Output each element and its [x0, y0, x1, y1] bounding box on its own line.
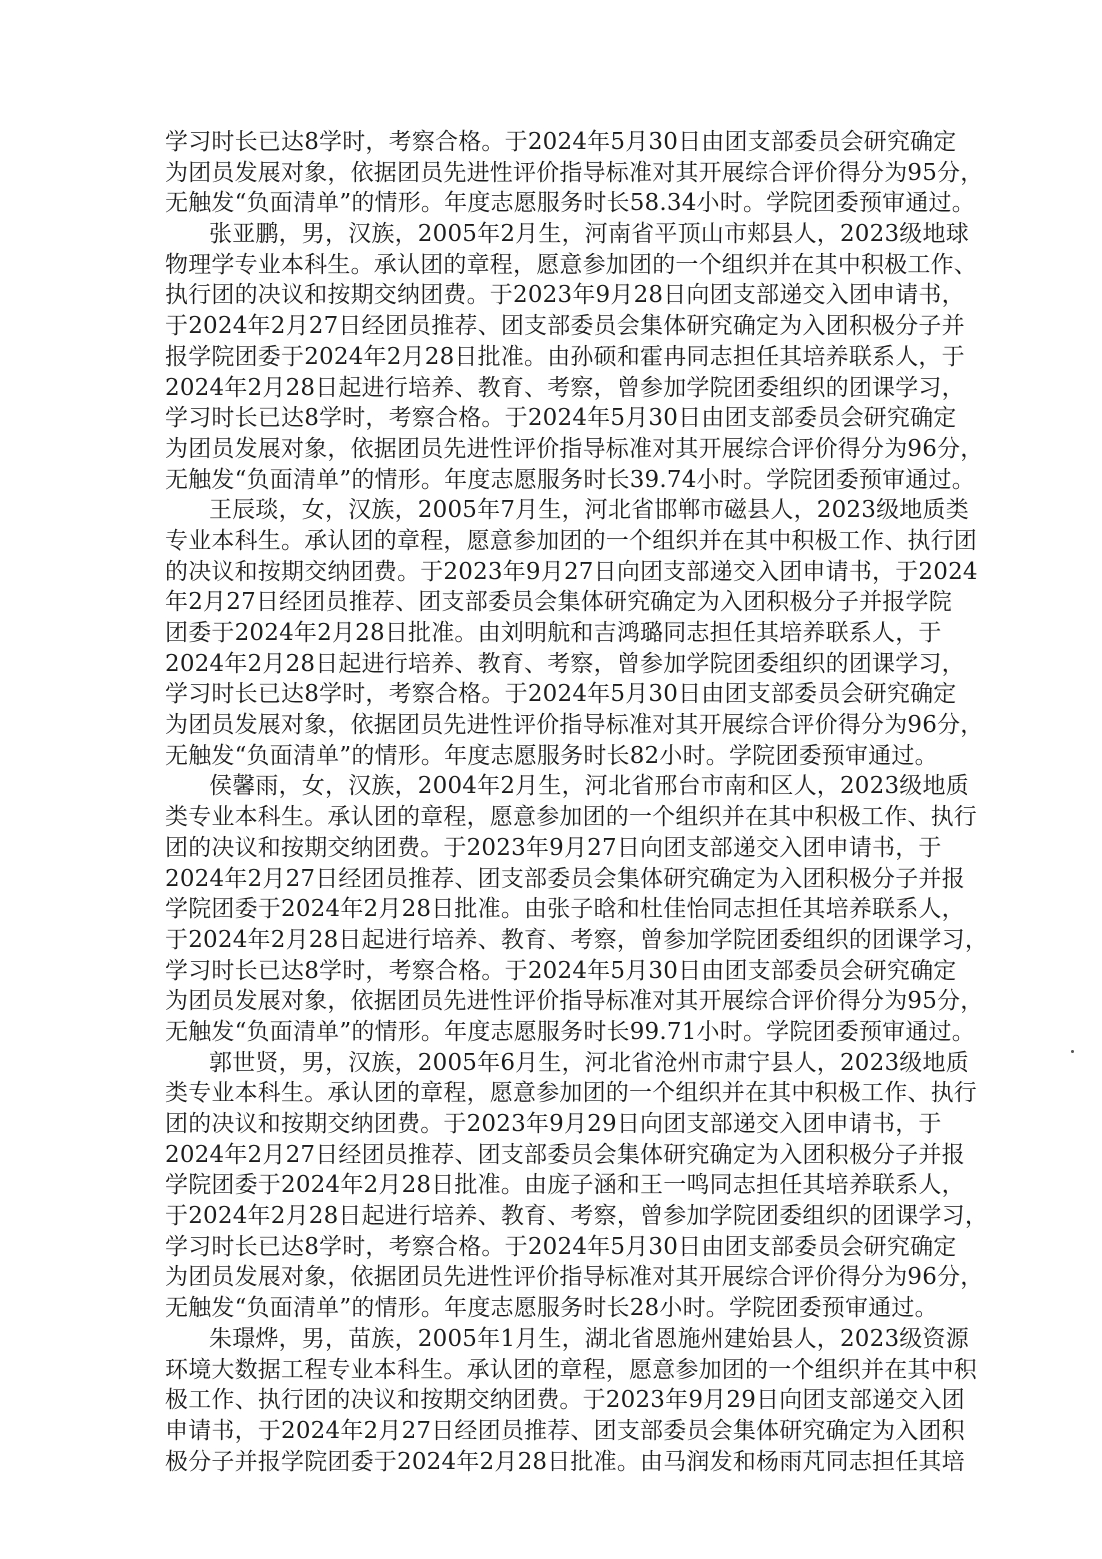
text-line: 类专业本科生。承认团的章程，愿意参加团的一个组织并在其中积极工作、执行: [165, 804, 977, 831]
text-line: 极工作、执行团的决议和按期交纳团费。于2023年9月29日向团支部递交入团: [165, 1387, 965, 1414]
text-line: 年2月27日经团员推荐、团支部委员会集体研究确定为入团积极分子并报学院: [165, 589, 952, 616]
text-line: 郭世贤，男，汉族，2005年6月生，河北省沧州市肃宁县人，2023级地质: [209, 1049, 969, 1076]
text-line: 极分子并报学院团委于2024年2月28日批准。由马润发和杨雨芃同志担任其培: [165, 1448, 965, 1475]
text-line: 于2024年2月27日经团员推荐、团支部委员会集体研究确定为入团积极分子并: [165, 313, 965, 340]
text-line: 2024年2月28日起进行培养、教育、考察，曾参加学院团委组织的团课学习，: [165, 650, 965, 677]
text-line: 学习时长已达8学时，考察合格。于2024年5月30日由团支部委员会研究确定: [165, 1233, 957, 1260]
text-line: 为团员发展对象，依据团员先进性评价指导标准对其开展综合评价得分为96分，: [165, 1264, 984, 1291]
text-line: 于2024年2月28日起进行培养、教育、考察，曾参加学院团委组织的团课学习，: [165, 1203, 989, 1230]
text-line: 申请书，于2024年2月27日经团员推荐、团支部委员会集体研究确定为入团积: [165, 1417, 965, 1444]
text-line: 2024年2月27日经团员推荐、团支部委员会集体研究确定为入团积极分子并报: [165, 865, 965, 892]
text-line: 专业本科生。承认团的章程，愿意参加团的一个组织并在其中积极工作、执行团: [165, 527, 977, 554]
text-line: 学习时长已达8学时，考察合格。于2024年5月30日由团支部委员会研究确定: [165, 405, 957, 432]
text-line: 为团员发展对象，依据团员先进性评价指导标准对其开展综合评价得分为95分，: [165, 988, 984, 1015]
text-line: 王辰琰，女，汉族，2005年7月生，河北省邯郸市磁县人，2023级地质类: [209, 497, 969, 524]
paragraph-zhang-yapeng: [165, 219, 984, 495]
text-line: 物理学专业本科生。承认团的章程，愿意参加团的一个组织并在其中积极工作、: [165, 251, 977, 278]
text-line: 于2024年2月28日起进行培养、教育、考察，曾参加学院团委组织的团课学习，: [165, 926, 989, 953]
text-line: 执行团的决议和按期交纳团费。于2023年9月28日向团支部递交入团申请书，: [165, 282, 965, 309]
text-line: 学院团委于2024年2月28日批准。由张子晗和杜佳怡同志担任其培养联系人，: [165, 896, 965, 923]
text-line: 的决议和按期交纳团费。于2023年9月27日向团支部递交入团申请书，于2024: [165, 558, 978, 585]
text-line: 团的决议和按期交纳团费。于2023年9月27日向团支部递交入团申请书，于: [165, 834, 942, 861]
text-line: 学院团委于2024年2月28日批准。由庞子涵和王一鸣同志担任其培养联系人，: [165, 1172, 965, 1199]
text-line: 环境大数据工程专业本科生。承认团的章程，愿意参加团的一个组织并在其中积: [165, 1356, 977, 1383]
text-line: 2024年2月27日经团员推荐、团支部委员会集体研究确定为入团积极分子并报: [165, 1141, 965, 1168]
paragraph-hou-xinyu: [165, 771, 989, 1047]
text-line: 无触发“负面清单”的情形。年度志愿服务时长39.74小时。学院团委预审通过。: [165, 466, 975, 493]
text-line: 为团员发展对象，依据团员先进性评价指导标准对其开展综合评价得分为95分，: [165, 159, 984, 186]
text-line: 为团员发展对象，依据团员先进性评价指导标准对其开展综合评价得分为96分，: [165, 435, 984, 462]
text-line: 学习时长已达8学时，考察合格。于2024年5月30日由团支部委员会研究确定: [165, 129, 957, 155]
text-line: 张亚鹏，男，汉族，2005年2月生，河南省平顶山市郏县人，2023级地球: [209, 221, 969, 248]
text-line: 学习时长已达8学时，考察合格。于2024年5月30日由团支部委员会研究确定: [165, 681, 957, 708]
paragraph-wang-chenyan: [165, 495, 984, 771]
text-line: 无触发“负面清单”的情形。年度志愿服务时长99.71小时。学院团委预审通过。: [165, 1018, 975, 1045]
text-line: 无触发“负面清单”的情形。年度志愿服务时长28小时。学院团委预审通过。: [165, 1295, 938, 1322]
text-line: 报学院团委于2024年2月28日批准。由孙硕和霍冉同志担任其培养联系人，于: [165, 343, 965, 370]
document-body: [165, 127, 989, 1477]
paragraph-zhu-jingye: [165, 1324, 977, 1477]
paragraph-continuation: [165, 127, 984, 219]
text-line: 为团员发展对象，依据团员先进性评价指导标准对其开展综合评价得分为96分，: [165, 712, 984, 739]
text-line: 类专业本科生。承认团的章程，愿意参加团的一个组织并在其中积极工作、执行: [165, 1080, 977, 1107]
text-line: 朱璟烨，男，苗族，2005年1月生，湖北省恩施州建始县人，2023级资源: [209, 1325, 969, 1352]
text-line: 2024年2月28日起进行培养、教育、考察，曾参加学院团委组织的团课学习，: [165, 374, 965, 401]
text-line: 无触发“负面清单”的情形。年度志愿服务时长82小时。学院团委预审通过。: [165, 742, 938, 769]
text-line: 团委于2024年2月28日批准。由刘明航和吉鸿璐同志担任其培养联系人，于: [165, 620, 942, 646]
text-line: 侯馨雨，女，汉族，2004年2月生，河北省邢台市南和区人，2023级地质: [209, 773, 969, 800]
scan-speck: [1071, 1050, 1074, 1053]
text-line: 无触发“负面清单”的情形。年度志愿服务时长58.34小时。学院团委预审通过。: [165, 190, 975, 217]
text-line: 学习时长已达8学时，考察合格。于2024年5月30日由团支部委员会研究确定: [165, 957, 957, 984]
paragraph-guo-shixian: [165, 1048, 989, 1324]
text-line: 团的决议和按期交纳团费。于2023年9月29日向团支部递交入团申请书，于: [165, 1111, 942, 1137]
